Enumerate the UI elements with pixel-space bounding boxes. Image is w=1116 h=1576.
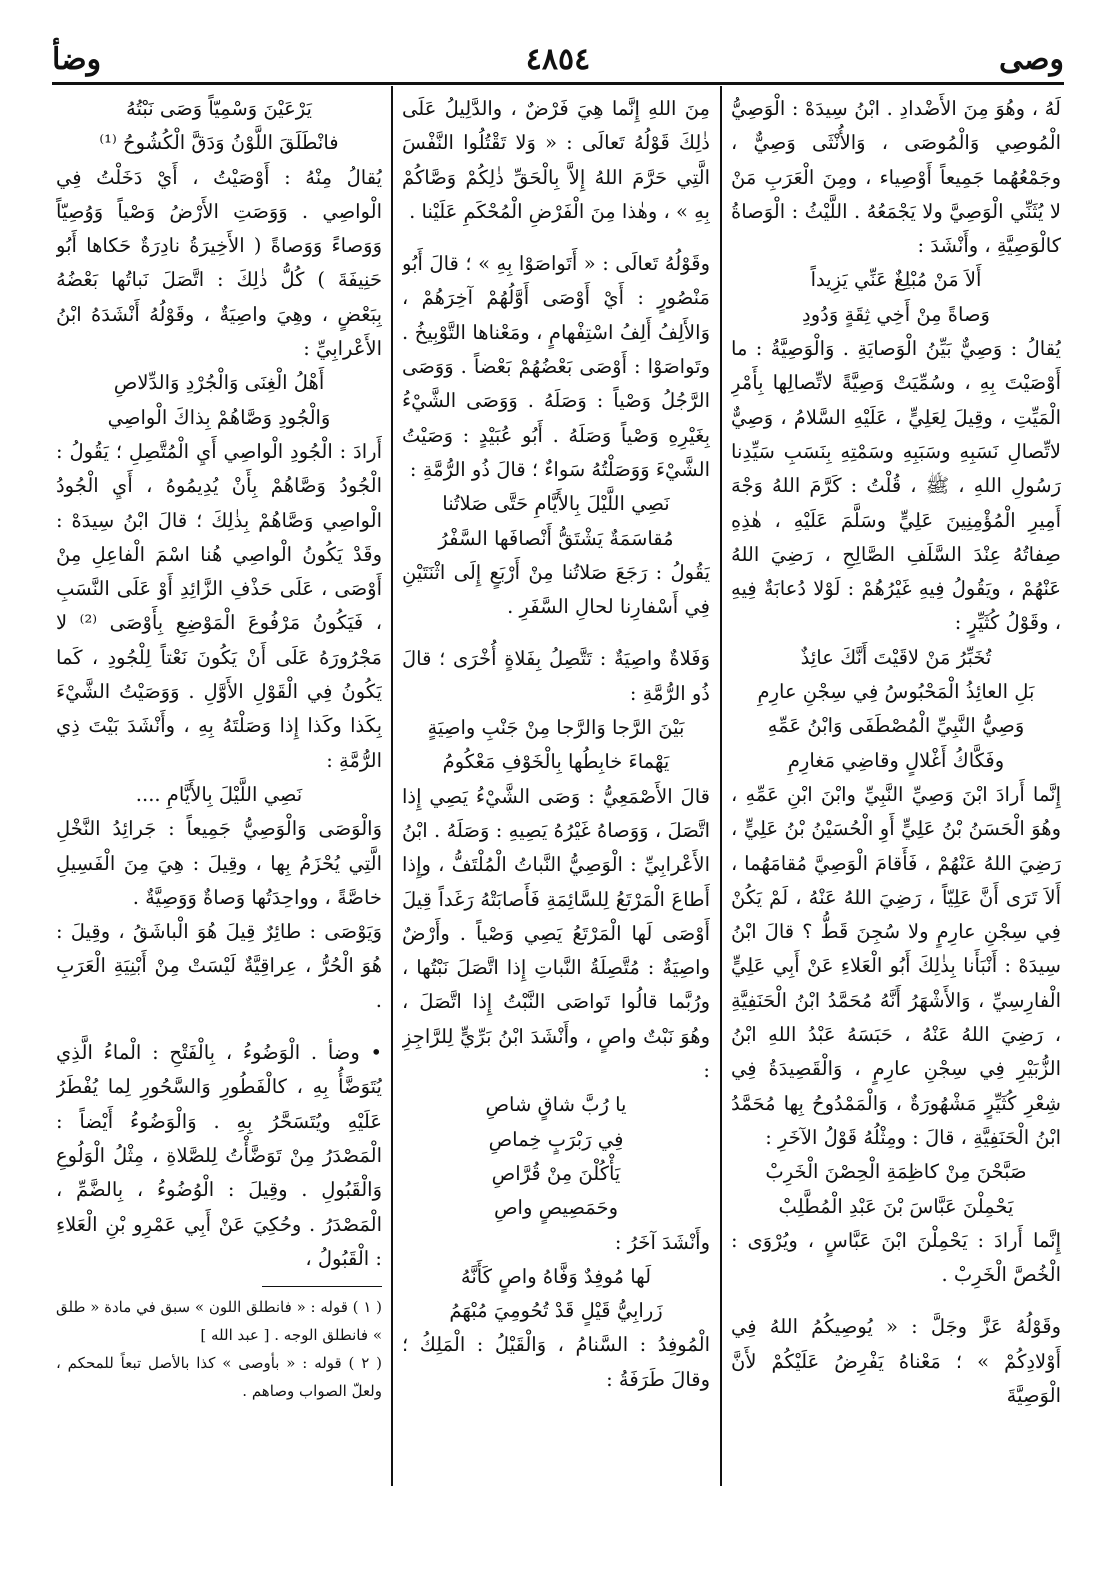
footnotes: [56, 1293, 382, 1405]
verse-line: أَهْلُ الْغِنَى وَالْجُرْدِ وَالدِّلاصِ: [113, 371, 325, 395]
paragraph: لَهُ ، وهُوَ مِنَ الأَضْدادِ . ابْنُ سِيدَهْ : الْوَصِيُّ الْمُوصِي وَالْمُوصَى ، وَالأُنْثَى وَصِيٌّ ، وجَمْعُهُما جَمِيعاً أَوْصِياء ، ومِنَ الْعَرَبِ مَنْ لا يُثَنِّي الْوَصِيَّ ولا يَجْمَعُهُ . اللَّيْثُ : الْوَصاةُ كالْوَصِيَّةِ ، وأَنْشَدَ :: [731, 97, 1061, 258]
column-left: [56, 92, 382, 1552]
paragraph: يَقُولُ : رَجَعَ صَلاتُنا مِنْ أَرْبَعٍ إِلَى اثْنَتَيْنِ فِي أَسْفارِنا لحالِ السَّفَرِ .: [402, 560, 710, 619]
paragraph: إِنَّما أَرادَ ابْنَ وَصِيِّ النَّبِيِّ وابْنَ ابْنِ عَمِّهِ ، وهُوَ الْحَسَنُ بْنُ عَلِيٍّ أَوِ الْحُسَيْنُ بْنُ عَلِيٍّ ، رَضِيَ اللهُ عَنْهُمْ ، فَأَقامَ الْوَصِيَّ مُقامَهُما ، أَلاَ تَرَى أَنَّ عَلِيّاً ، رَضِيَ اللهُ عَنْهُ ، لَمْ يَكُنْ فِي سِجْنِ عارِمٍ ولا سُجِنَ قَطُّ ؟ قالَ ابْنُ سِيدَهْ : أَنْبَأَنا بِذٰلِكَ أَبُو الْعَلاءِ عَنْ أَبِي عَلِيٍّ الْفارِسِيِّ ، وَالأَشْهَرُ أَنَّهُ مُحَمَّدُ ابْنُ الْحَنَفِيَّةِ ، رَضِيَ اللهُ عَنْهُ ، حَبَسَهُ عَبْدُ اللهِ ابْنُ الزُّبَيْرِ فِي سِجْنِ عارِمٍ ، وَالْقَصِيدَةُ فِي شِعْرِ كُثَيِّرٍ مَشْهُورَةٌ ، وَالْمَمْدُوحُ بِها مُحَمَّدُ ابْنُ الْحَنَفِيَّةِ ، قالَ : ومِثْلُهُ قَوْلُ الآخَرِ :: [731, 782, 1061, 1149]
column-middle: [402, 92, 710, 1452]
verse-line: يَهْماءَ خابِطُها بِالْخَوْفِ مَعْكُومُ: [442, 750, 670, 774]
verse-line: بَيْنَ الرَّجا وَالرَّجا مِنْ جَنْبِ واصِيَةٍ: [427, 716, 685, 740]
paragraph: وقَوْلُهُ تَعالَى : « أَتَواصَوْا بِهِ » ؛ قالَ أَبُو مَنْصُورٍ : أَيْ أَوْصَى أَوَّلُهُمْ آخِرَهُمْ ، وَالأَلِفُ أَلِفُ اسْتِفْهامٍ ، ومَعْناها التَّوْبِيخُ . وتَواصَوْا : أَوْصَى بَعْضُهُمْ بَعْضاً . وَوَصَى الرَّجُلُ وَصْياً : وَصَلَهُ . وَوَصَى الشَّيْءُ بِغَيْرِهِ وَصْياً وَصَلَهُ . أَبُو عُبَيْدٍ : وَصَيْتُ الشَّيْءَ وَوَصَلْتُهُ سَواءٌ ؛ قالَ ذُو الرُّمَّةِ :: [402, 252, 710, 481]
paragraph: • وضأ . الْوَضُوءُ ، بِالْفَتْحِ : الْماءُ الَّذِي يُتَوَضَّأُ بِهِ ، كالْفَطُورِ وَالسَّحُورِ لِما يُفْطَرُ عَلَيْهِ ويُتَسَحَّرُ بِهِ . وَالْوَضُوءُ أَيْضاً : الْمَصْدَرُ مِنْ تَوَضَّأْتُ لِلصَّلاةِ ، مِثْلُ الْوَلُوعِ وَالْقَبُولِ . وقِيلَ : الْوُضُوءُ ، بِالضَّمِّ ، الْمَصْدَرُ . وحُكِيَ عَنْ أَبِي عَمْرِو بْنِ الْعَلاءِ : الْقَبُولُ ،: [56, 1041, 382, 1270]
verse-line: أَلاَ مَنْ مُبْلِغٌ عَنِّي يَزِيداً: [810, 268, 982, 292]
paragraph: وَيَوْصَى : طائِرٌ قِيلَ هُوَ الْباشَقُ ، وقِيلَ : هُوَ الْحُرُّ ، عِراقِيَّةٌ لَيْسَتْ مِنْ أَبْنِيَةِ الْعَرَبِ .: [56, 920, 382, 1012]
paragraph: إِنَّما أَرادَ : يَحْمِلْنَ ابْنَ عَبَّاسٍ ، ويُرْوَى : الْخُصَّ الْخَرِبْ .: [731, 1228, 1061, 1287]
column-divider-left: [391, 86, 393, 1486]
verse-line: وَصِيُّ النَّبِيِّ الْمُصْطَفَى وَابْنُ عَمِّهِ: [767, 714, 1025, 738]
verse-line: لَها مُوفِدٌ وَفَّاهُ واصٍ كَأَنَّهُ: [460, 1264, 652, 1288]
paragraph-gap: [402, 229, 710, 247]
verse-line: نَصِي اللَّيْلَ بِالأَيَّامِ حَتَّى صَلاتُنا: [442, 492, 670, 516]
column-divider-right: [720, 86, 722, 1486]
paragraph: الْمُوفِدُ : السَّنامُ ، وَالْقَيْلُ : الْمَلِكُ ؛ وقالَ طَرَفَةُ :: [402, 1333, 710, 1391]
verse-line: صَبَّحْنَ مِنْ كاظِمَةِ الْحِصْنَ الْخَرِبْ: [765, 1160, 1027, 1184]
header-rule: [52, 82, 1064, 85]
paragraph: وأَنْشَدَ آخَرُ :: [614, 1230, 710, 1254]
header-root-word-left: وضأ: [52, 42, 102, 77]
verse-line: تُخَبِّرُ مَنْ لاقَيْتَ أَنَّكَ عائِذٌ: [800, 645, 992, 669]
verse-line: فانْطَلَقَ اللَّوْنُ وَدَقَّ الْكُشُوحُ ⁽¹⁾: [99, 131, 339, 155]
verse-line: وَصاةً مِنْ أَخِي ثِقَةٍ وَدُودِ: [802, 302, 990, 326]
verse-line: يَرْعَيْنَ وَسْمِيّاً وَصَى نَبْتُهُ: [126, 97, 312, 120]
verse-line: فِي رَبْرَبٍ خِماصِ: [488, 1127, 624, 1151]
footnote-rule: [262, 1286, 382, 1287]
paragraph: يُقالُ مِنْهُ : أَوْصَيْتُ ، أَيْ دَخَلْتُ فِي الْواصِي . وَوَصَتِ الأَرْضُ وَصْياً وَوُصِيّاً وَوَصاءً وَوَصاةً ( الأَخِيرَةُ نادِرَةٌ حَكاها أَبُو حَنِيفَةَ ) كُلُّ ذٰلِكَ : اتَّصَلَ نَباتُها بَعْضُهُ بِبَعْضٍ ، وهِيَ واصِيَةٌ ، وقَوْلُهُ أَنْشَدَهُ ابْنُ الأَعْرابِيِّ :: [56, 165, 382, 361]
verse-line: نَصِي اللَّيْلَ بِالأَيَّامِ ....: [135, 782, 303, 806]
verse-line: وفَكَّاكُ أَغْلالٍ وقاضِي مَغارِمِ: [787, 748, 1005, 772]
verse-line: وَالْجُودِ وَصَّاهُمْ بِذاكَ الْواصِي: [107, 405, 331, 429]
page-header: [52, 38, 1064, 80]
paragraph: يُقالُ : وَصِيٌّ بَيِّنُ الْوَصايَةِ . وَالْوَصِيَّةُ : ما أَوْصَيْتَ بِهِ ، وسُمِّيَتْ وَصِيَّةً لاتِّصالِها بِأَمْرِ الْمَيِّتِ ، وقِيلَ لِعَلِيٍّ ، عَلَيْهِ السَّلامُ ، وَصِيٌّ لاتِّصالِ نَسَبِهِ وسَبَبِهِ وسَمْتِهِ بِنَسَبِ سَيِّدِنا رَسُولِ اللهِ ، ﷺ ، قُلْتُ : كَرَّمَ اللهُ وَجْهَ أَمِيرِ الْمُؤْمِنِينَ عَلِيٍّ وسَلَّمَ عَلَيْهِ ، هٰذِهِ صِفاتُهُ عِنْدَ السَّلَفِ الصَّالِحِ ، رَضِيَ اللهُ عَنْهُمْ ، ويَقُولُ فِيهِ غَيْرُهُمْ : لَوْلا دُعابَةٌ فِيهِ ، وقَوْلُ كُثَيِّرٍ :: [731, 337, 1061, 635]
verse-line: يا رُبَّ شاقٍ شاصِ: [485, 1093, 627, 1117]
paragraph: قالَ الأَصْمَعِيُّ : وَصَى الشَّيْءُ يَصِي إِذا اتَّصَلَ ، وَوَصاهُ غَيْرُهُ يَصِيهِ : وَصَلَهُ . ابْنُ الأَعْرابِيِّ : الْوَصِيُّ النَّباتُ الْمُلْتَفُّ ، وإِذا أَطاعَ الْمَرْتَعُ لِلسَّائِمَةِ فَأَصابَتْهُ رَغَداً قِيلَ أَوْصَى لَها الْمَرْتَعُ يَصِي وَصْياً . وأَرْضٌ واصِيَةٌ : مُتَّصِلَةُ النَّباتِ إِذا اتَّصَلَ نَبْتُها ، ورُبَّما قالُوا تَواصَى النَّبْتُ إِذا اتَّصَلَ ، وهُوَ نَبْتٌ واصٍ ، وأَنْشَدَ ابْنُ بَرِّيٍّ لِلرَّاجِزِ :: [402, 784, 710, 1083]
page-number: ٤٨٥٤: [525, 42, 591, 77]
verse-line: مُقاسَمَةٌ يَشْتَقُّ أَنْصافَها السَّفْرُ: [438, 526, 674, 550]
paragraph: مِنَ اللهِ إِنَّما هِيَ فَرْضٌ ، والدَّلِيلُ عَلَى ذٰلِكَ قَوْلُهُ تَعالَى : « وَلا تَقْتُلُوا النَّفْسَ الَّتِي حَرَّمَ اللهُ إِلاَّ بِالْحَقِّ ذٰلِكُمْ وَصَّاكُمْ بِهِ » ، وهٰذا مِنَ الْفَرْضِ الْمُحْكَمِ عَلَيْنا .: [402, 97, 710, 223]
column-left-body: [56, 92, 382, 1276]
paragraph-gap: [402, 624, 710, 642]
paragraph: وَفَلاةٌ واصِيَةٌ : تَتَّصِلُ بِفَلاةٍ أُخْرَى ؛ قالَ ذُو الرُّمَّةِ :: [402, 647, 710, 705]
paragraph-gap: [731, 1292, 1061, 1310]
verse-line: زَرابِيُّ قَيْلٍ قَدْ تُحُومِيَ مُبْهَمُ: [449, 1299, 663, 1323]
paragraph: أَرادَ : الْجُودِ الْواصِي أَيِ الْمُتَّصِلِ ؛ يَقُولُ : الْجُودُ وَصَّاهُمْ بِأَنْ يُدِيمُوهُ ، أَيِ الْجُودُ الْواصِي وَصَّاهُمْ بِذٰلِكَ ؛ قالَ ابْنُ سِيدَهْ : وقَدْ يَكُونُ الْواصِي هُنا اسْمَ الْفاعِلِ مِنْ أَوْصَى ، عَلَى حَذْفِ الزَّائِدِ أَوْ عَلَى النَّسَبِ ، فَيَكُونُ مَرْفُوعَ الْمَوْضِعِ بِأَوْصَى ⁽²⁾ لا مَجْرُورَهُ عَلَى أَنْ يَكُونَ نَعْتاً لِلْجُودِ ، كَما يَكُونُ فِي الْقَوْلِ الأَوَّلِ . وَوَصَيْتُ الشَّيْءَ بِكَذا وكَذا إِذا وَصَلْتَهُ بِهِ ، وأَنْشَدَ بَيْتَ ذِي الرُّمَّةِ :: [56, 439, 382, 772]
verse-line: يَحْمِلْنَ عَبَّاسَ بْنَ عَبْدِ الْمُطَّلِبْ: [778, 1194, 1014, 1218]
footnote: ( ٢ ) قوله : « بأوصى » كذا بالأصل تبعاً للمحكم ، ولعلّ الصواب وصاهم .: [56, 1354, 382, 1401]
verse-line: وحَمَصِيصٍ واصِ: [493, 1196, 619, 1220]
paragraph: وقَوْلُهُ عَزَّ وجَلَّ : « يُوصِيكُمُ اللهُ فِي أَوْلادِكُمْ » ؛ مَعْناهُ يَفْرِضُ عَلَيْكُمْ لأَنَّ الْوَصِيَّةَ: [731, 1315, 1061, 1407]
paragraph-gap: [56, 1018, 382, 1036]
header-root-word-right: وصى: [999, 42, 1064, 77]
paragraph: وَالْوَصَى وَالْوَصِيُّ جَمِيعاً : جَرائِدُ النَّخْلِ الَّتِي يُحْزَمُ بِها ، وقِيلَ : هِيَ مِنَ الْفَسِيلِ خاصَّةً ، وواحِدَتُها وَصاةٌ وَوَصِيَّةٌ .: [56, 817, 382, 909]
column-right: [731, 92, 1061, 1452]
verse-line: بَلِ العائِذُ الْمَحْبُوسُ فِي سِجْنِ عارِمِ: [757, 680, 1035, 704]
footnote: ( ١ ) قوله : « فانطلق اللون » سبق في مادة « طلق » فانطلق الوجه . [ عبد الله ]: [56, 1298, 382, 1345]
verse-line: يَأْكُلْنَ مِنْ قُرَّاصِ: [491, 1161, 621, 1185]
